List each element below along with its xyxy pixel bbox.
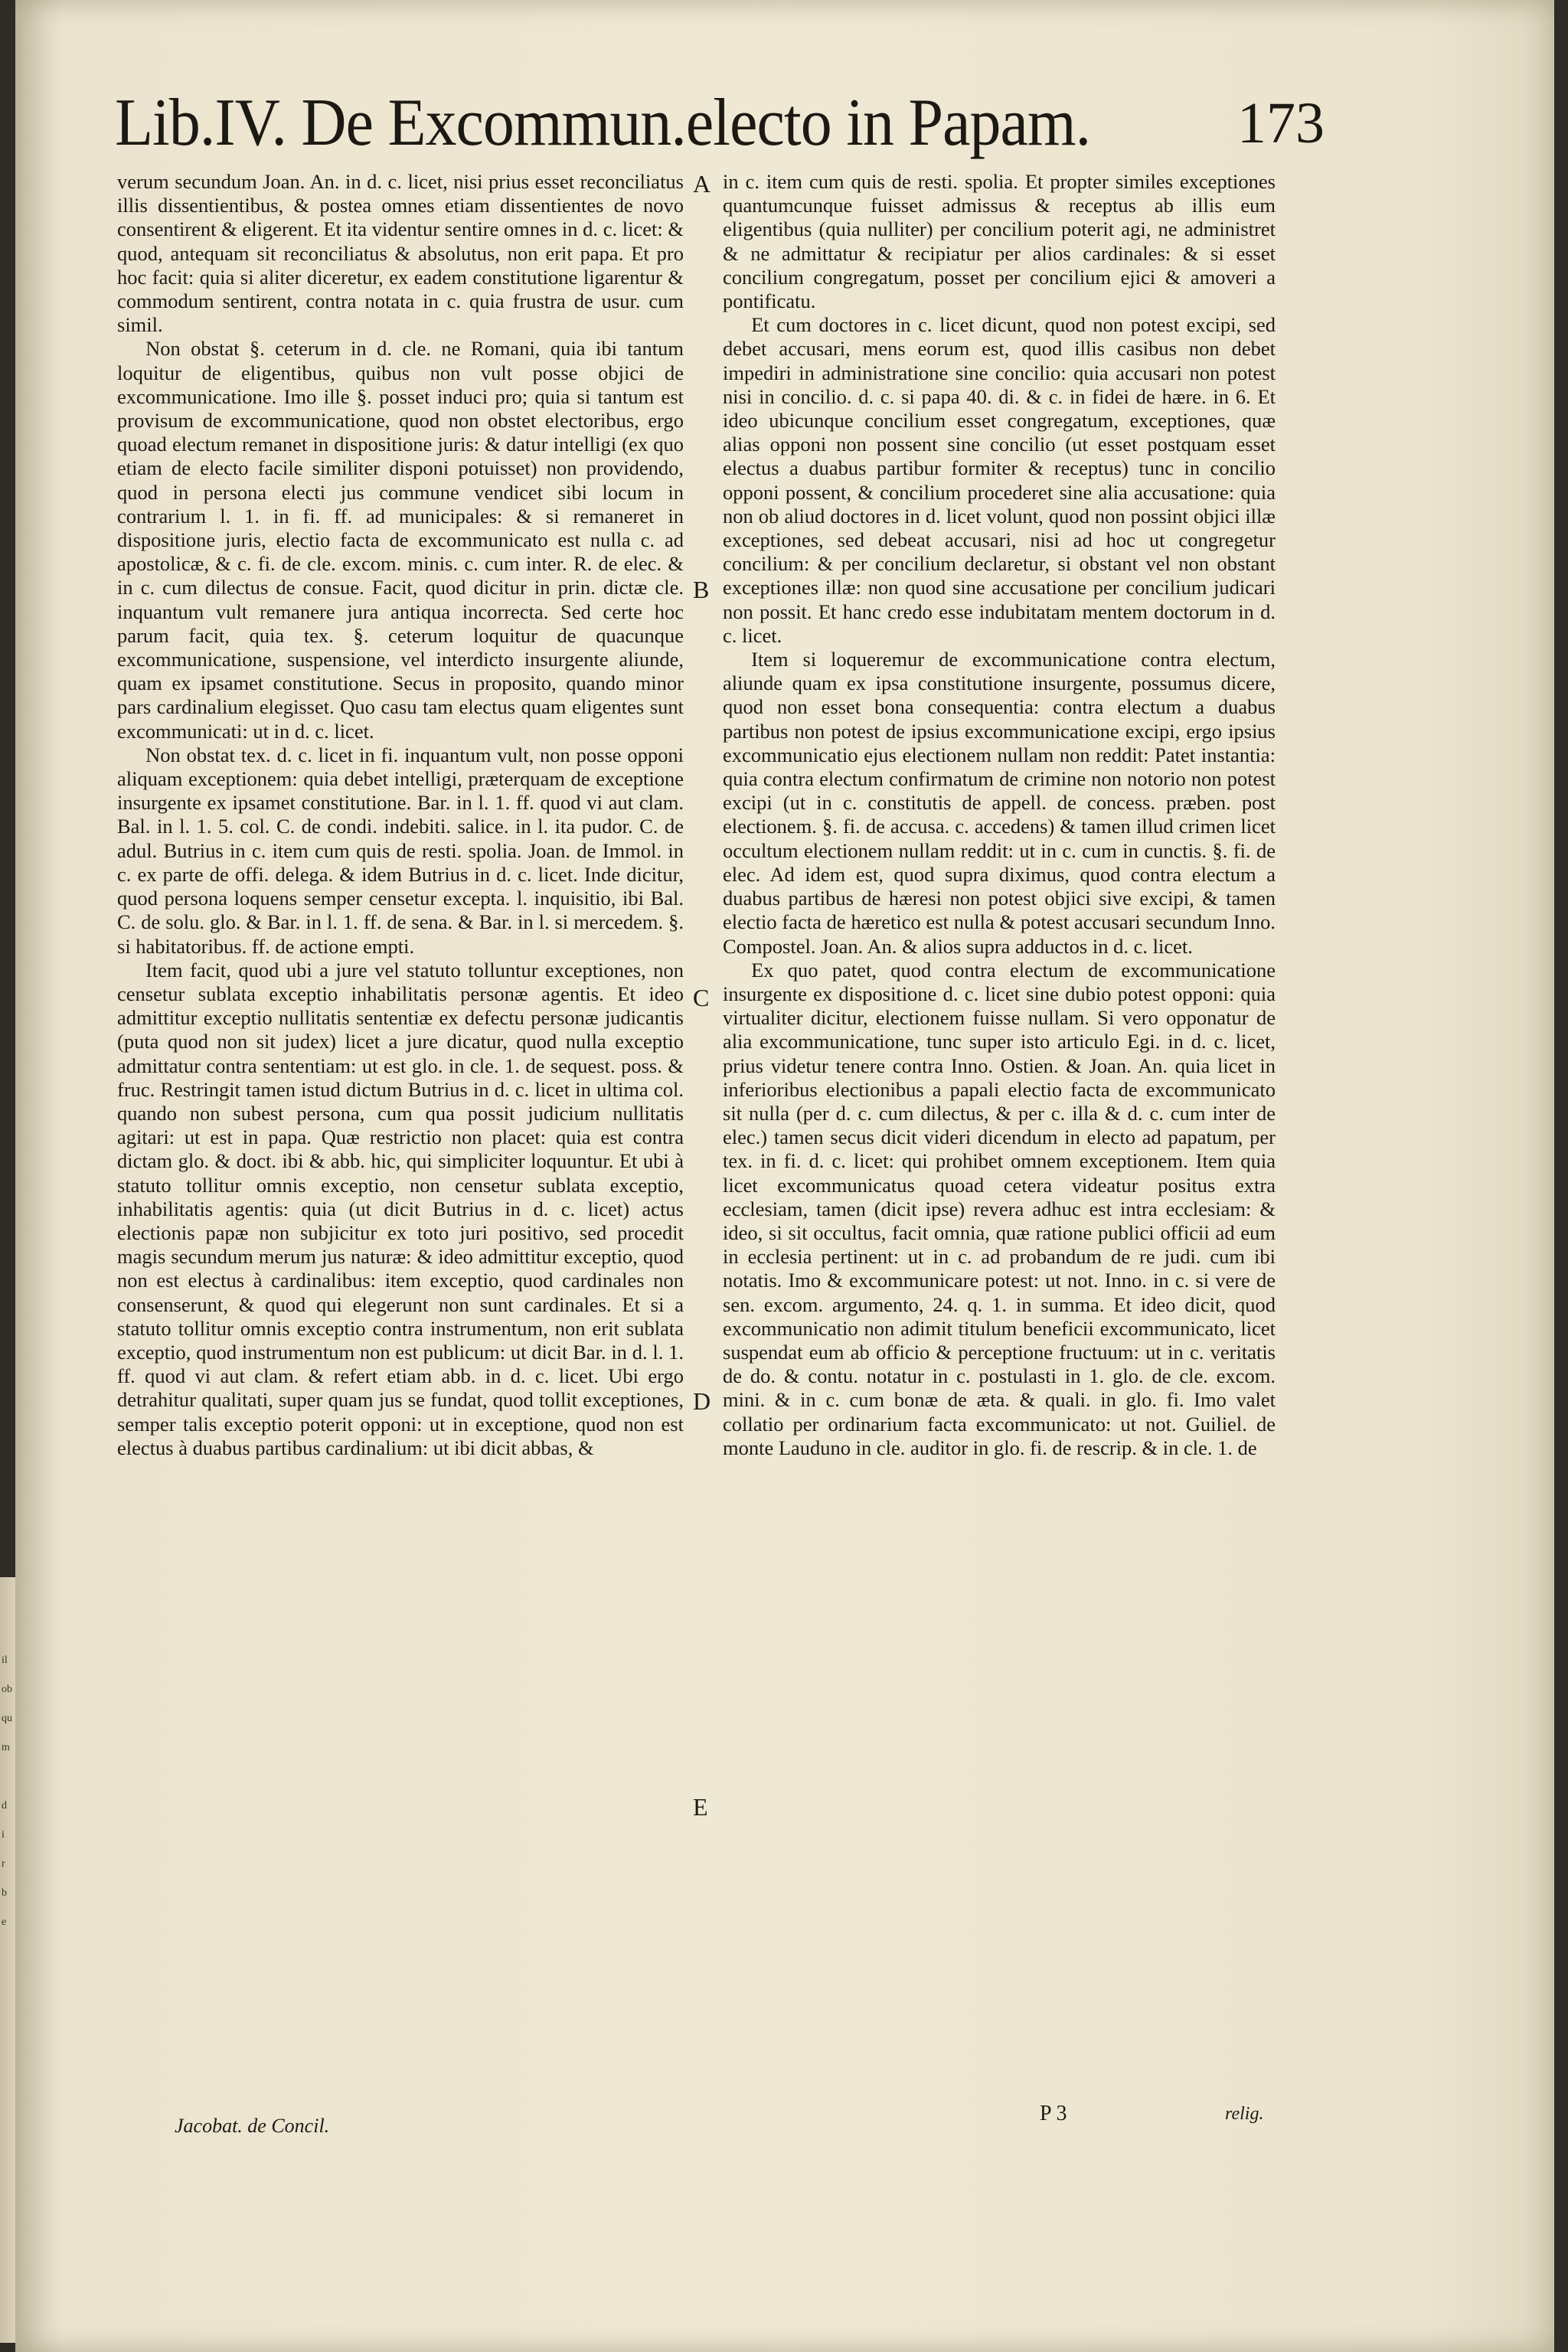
right-paragraph: Item si loqueremur de excommunicatione contra electum, aliunde quam ex ipsa constitutione insurgente, possumus dicere, quod non esset bona consequentia: contra electum a duabus partibus non potest de ipsius excommunicatione excipi, ergo ipsius excommunicatio ejus electionem nullam non reddit: Patet instantia: quia contra electum confirmatum de crimine non notorio non potest excipi (ut in c. constitutis de appell. de concess. præben. post electionem. §. fi. de accusa. c. accedens) & tamen illud crimen licet occultum electionem nullam reddit: ut in c. cum in cunctis. §. fi. de elec. Ad idem est, quod supra diximus, quod contra electum a duabus partibus de hæresi non potest objici sive excipi, & tamen electio facta de hæretico est nulla & potest accusari secundum Inno. Compostel. Joan. An. & alios supra adductos in d. c. licet. <box>723 648 1276 958</box>
margin-marker-d: D <box>693 1387 711 1415</box>
signature-mark: P 3 <box>1040 2102 1067 2125</box>
left-column <box>117 170 684 2130</box>
left-paragraph: Item facit, quod ubi a jure vel statuto tolluntur exceptiones, non censetur sublata exceptio inhabilitatis personæ agentis. Et ideo admittitur exceptio nullitatis sententiæ ex defectu personæ judicantis (puta quod non sit judex) licet a jure dicatur, quod nulla exceptio admittatur contra sententiam: ut est glo. in cle. 1. de sequest. poss. & fruc. Restringit tamen istud dictum Butrius in d. c. licet in ultima col. quando non subest persona, cum qua possit judicium nullitatis agitari: ut est in papa. Quæ restrictio non placet: quia est contra dictam glo. & doct. ibi & abb. hic, qui simpliciter loquuntur. Et ubi à statuto tollitur omnis exceptio, non censetur sublata exceptio, inhabilitatis agentis: quia (ut dicit Butrius in d. c. licet) actus electionis papæ non subjicitur ex toto juri positivo, sed procedit magis secundum merum jus naturæ: & ideo admittitur exceptio, quod non est electus à cardinalibus: item exceptio, quod cardinales non consenserunt, & quod qui elegerunt non sunt cardinales. Et si a statuto tollitur omnis exceptio contra instrumentum, non erit sublata exceptio, quod instrumentum non est publicum: ut dicit Bar. in d. l. 1. ff. quod vi aut clam. & refert etiam abb. in d. c. licet. Ubi ergo detrahitur qualitati, super quam jus se fundat, quod tollit exceptiones, semper talis exceptio poterit opponi: ut in exceptione, quod non est electus à duabus partibus cardinalium: ut ibi dicit abbas, & <box>117 958 684 1459</box>
right-catchword: relig. <box>1225 2104 1264 2124</box>
margin-marker-a: A <box>693 170 711 198</box>
right-column <box>723 170 1276 2130</box>
page-number: 173 <box>1237 91 1325 155</box>
margin-marker-b: B <box>693 576 710 603</box>
left-paragraph: Non obstat tex. d. c. licet in fi. inquantum vult, non posse opponi aliquam exceptionem: quia debet intelligi, præterquam de exceptione insurgente ex ipsamet constitutione. Bar. in l. 1. ff. quod vi aut clam. Bal. in l. 1. 5. col. C. de condi. indebiti. salice. in l. ita pudor. C. de adul. Butrius in c. item cum quis de resti. spolia. Joan. de Immol. in c. ex parte de offi. delega. & idem Butrius in d. c. licet. Inde dicitur, quod persona loquens semper censetur excepta. l. inquisitio, ibi Bal. C. de solu. glo. & Bar. in l. 1. ff. de sena. & Bar. in l. si mercedem. §. si habitatoribus. ff. de actione empti. <box>117 743 684 958</box>
right-paragraph: Ex quo patet, quod contra electum de excommunicatione insurgente ex dispositione d. c. licet sine dubio potest opponi: quia virtualiter dicitur, electionem fuisse nullam. Si vero opponatur de alia excommunicatione, tunc super isto articulo Egi. in d. c. licet, prius videtur tenere contra Inno. Ostien. & Joan. An. quia licet in inferioribus electionibus a papali electio facta de excommunicato sit nulla (per d. c. cum dilectus, & per c. illa & d. c. cum inter de elec.) tamen secus dicit videri dicendum in electo ad papatum, per tex. in fi. d. c. licet: qui prohibet omnem exceptionem. Item quia licet excommunicatus quoad cetera videatur positus extra ecclesiam, tamen (dicit ipse) revera adhuc est intra ecclesiam: & ideo, si sit occultus, facit omnia, quæ ratione publici officii ad eum in ecclesia pertinent: ut in c. ad probandum de re judi. cum ibi notatis. Imo & excommunicare potest: ut not. Inno. in c. si vere de sen. excom. argumento, 24. q. 1. in summa. Et ideo dicit, quod excommunicatio non adimit titulum beneficii excommunicato, licet suspendat eum ab officio & perceptione fructuum: ut in c. veritatis de do. & contu. notatur in c. postulasti in 1. glo. de cle. excom. mini. & in c. cum bonæ de æta. & quali. in glo. fi. Imo valet collatio per ordinarium facta excommunicato: ut not. Guiliel. de monte Lauduno in cle. auditor in glo. fi. de rescrip. & in cle. 1. de <box>723 958 1276 1459</box>
right-paragraph: in c. item cum quis de resti. spolia. Et propter similes exceptiones quantumcunque fuisset admissus & receptus ab illis eum eligentibus (quia nulliter) per concilium poterit agi, ne administret & ne admittatur & recipiatur per alios cardinales: & si esset concilium congregatum, posset per concilium ejici & amoveri a pontificatu. <box>723 170 1276 313</box>
left-catchword: Jacobat. de Concil. <box>175 2115 330 2137</box>
left-paragraph: verum secundum Joan. An. in d. c. licet, nisi prius esset reconciliatus illis dissentientibus, & postea omnes etiam dissentientes de novo consentirent & eligerent. Et ita videntur sentire omnes in d. c. licet: & quod, antequam sit reconciliatus & absolutus, non erit papa. Et pro hoc facit: quia si aliter diceretur, ex eadem constitutione ligarentur & commodum sentirent, contra notata in c. quia frustra de usur. cum simil. <box>117 170 684 337</box>
left-paragraph: Non obstat §. ceterum in d. cle. ne Romani, quia ibi tantum loquitur de eligentibus, quibus non vult posse objici de excommunicatione. Imo ille §. posset induci pro; quia si tantum est provisum de excommunicatione, quod non obstet electoribus, ergo quoad electum remanet in dispositione juris: & datur intelligi (ex quo etiam de electo facile similiter disponi potuisset) non providendo, quod in persona electi jus commune vendicet sibi locum in contrarium l. 1. in fi. ff. ad municipales: & si remaneret in dispositione juris, electio facta de excommunicato est nulla c. ad apostolicæ, & c. fi. de cle. excom. minis. c. cum inter. R. de elec. & in c. cum dilectus de consue. Facit, quod dicitur in prin. dictæ cle. inquantum vult remanere jura antiqua incorrecta. Sed certe hoc parum facit, quia tex. §. ceterum loquitur de quacunque excommunicatione, suspensione, vel interdicto insurgente aliunde, quam ex ipsamet constitutione. Secus in proposito, quando minor pars cardinalium elegisset. Quo casu tam electus quam eligentes sunt excommunicati: ut in d. c. licet. <box>117 337 684 743</box>
page-header <box>115 84 1325 168</box>
margin-marker-c: C <box>693 984 710 1011</box>
running-title: Lib.IV. De Excommun.electo in Papam. <box>115 86 1091 160</box>
margin-marker-e: E <box>693 1793 708 1821</box>
previous-page-fragment: il ob qu m d i r b e <box>2 1655 12 1928</box>
right-paragraph: Et cum doctores in c. licet dicunt, quod non potest excipi, sed debet accusari, mens eorum est, quod illis casibus non debet impediri in administratione sine concilio: quia accusari non potest nisi in concilio. d. c. si papa 40. di. & c. in fidei de hære. in 6. Et ideo ubicunque concilium esset congregatum, exceptiones, quæ alias opponi non possent sine concilio (ut esset postquam esset electus a duabus partibur formiter & receptus) tunc in concilio opponi possent, & concilium procederet sine alia accusatione: quia non ob aliud doctores in d. licet volunt, quod non possint objici illæ exceptiones, sed debeat accusari, nisi ad hoc ut congregetur concilium: & per concilium declaretur, si obstant vel non obstant exceptiones illæ: non quod sine accusatione per concilium judicari non possit. Et hanc credo esse indubitatam mentem doctorum in d. c. licet. <box>723 313 1276 647</box>
